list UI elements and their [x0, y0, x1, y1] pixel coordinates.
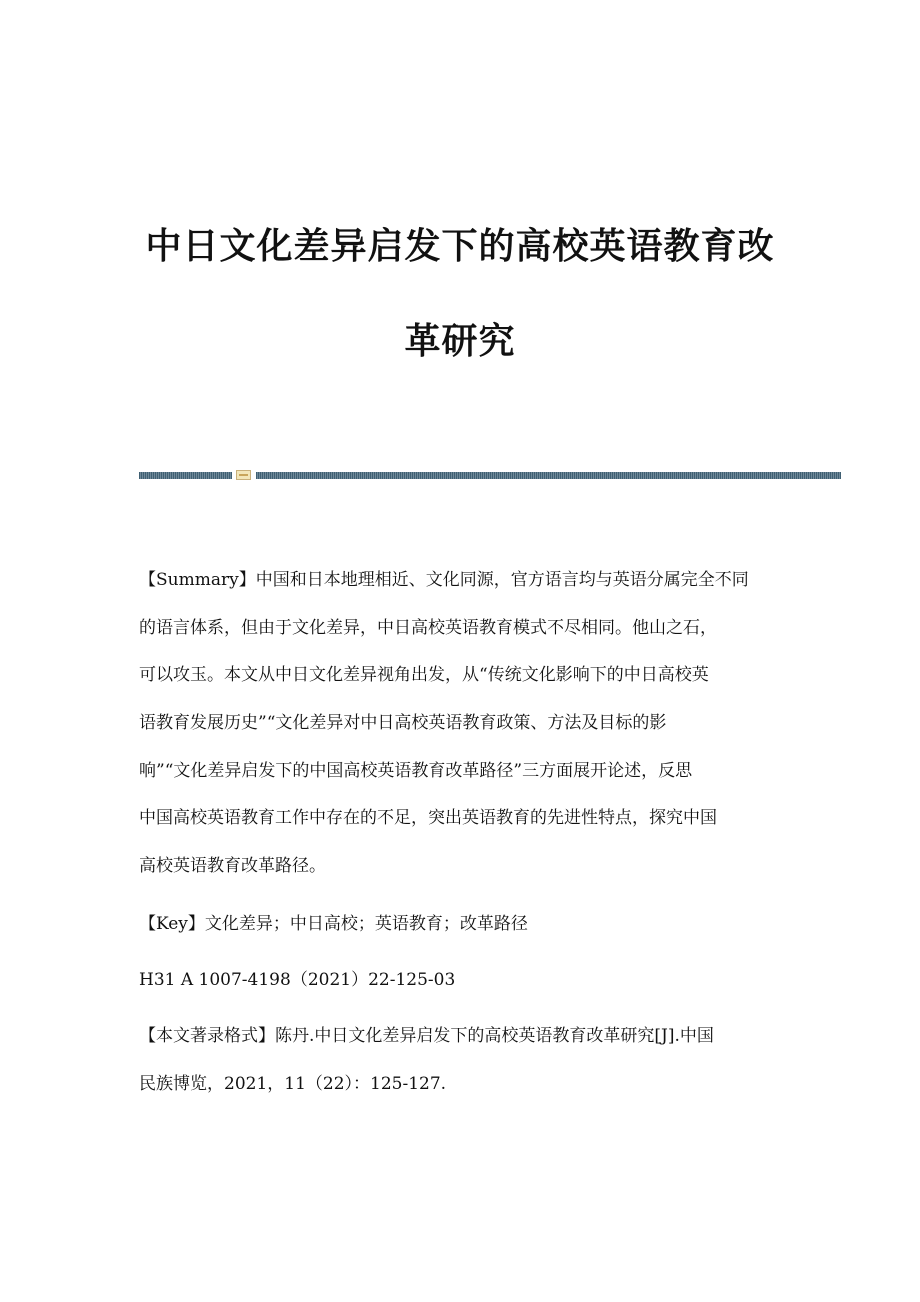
citation-paragraph	[139, 1013, 781, 1108]
citation-line: 【本文著录格式】陈丹.中日文化差异启发下的高校英语教育改革研究[J].中国	[139, 1026, 714, 1046]
summary-line: 【Summary】中国和日本地理相近、文化同源，官方语言均与英语分属完全不同	[139, 570, 749, 590]
summary-line: 可以攻玉。本文从中日文化差异视角出发，从“传统文化影响下的中日高校英	[139, 665, 709, 686]
divider-bar-left	[139, 472, 232, 479]
summary-line: 语教育发展历史”“文化差异对中日高校英语教育政策、方法及目标的影	[139, 713, 667, 734]
keywords-paragraph	[139, 901, 781, 949]
classification-code	[139, 957, 781, 1005]
summary-paragraph	[139, 557, 781, 891]
paper-title-line-2: 革研究	[404, 321, 516, 362]
summary-line: 高校英语教育改革路径。	[139, 856, 326, 877]
title-divider	[139, 470, 841, 480]
summary-line: 响”“文化差异启发下的中国高校英语教育改革路径”三方面展开论述，反思	[139, 760, 693, 781]
paper-title-line-1: 中日文化差异启发下的高校英语教育改	[145, 226, 775, 267]
citation-line: 民族博览，2021，11（22）：125-127.	[139, 1073, 447, 1094]
keywords-line: 【Key】文化差异；中日高校；英语教育；改革路径	[139, 914, 528, 934]
classification-line: H31 A 1007-4198（2021）22-125-03	[139, 970, 456, 990]
divider-ornament-icon	[236, 470, 251, 480]
summary-line: 的语言体系，但由于文化差异，中日高校英语教育模式不尽相同。他山之石，	[139, 617, 717, 638]
summary-line: 中国高校英语教育工作中存在的不足，突出英语教育的先进性特点，探究中国	[139, 808, 717, 829]
divider-bar-right	[256, 472, 841, 479]
